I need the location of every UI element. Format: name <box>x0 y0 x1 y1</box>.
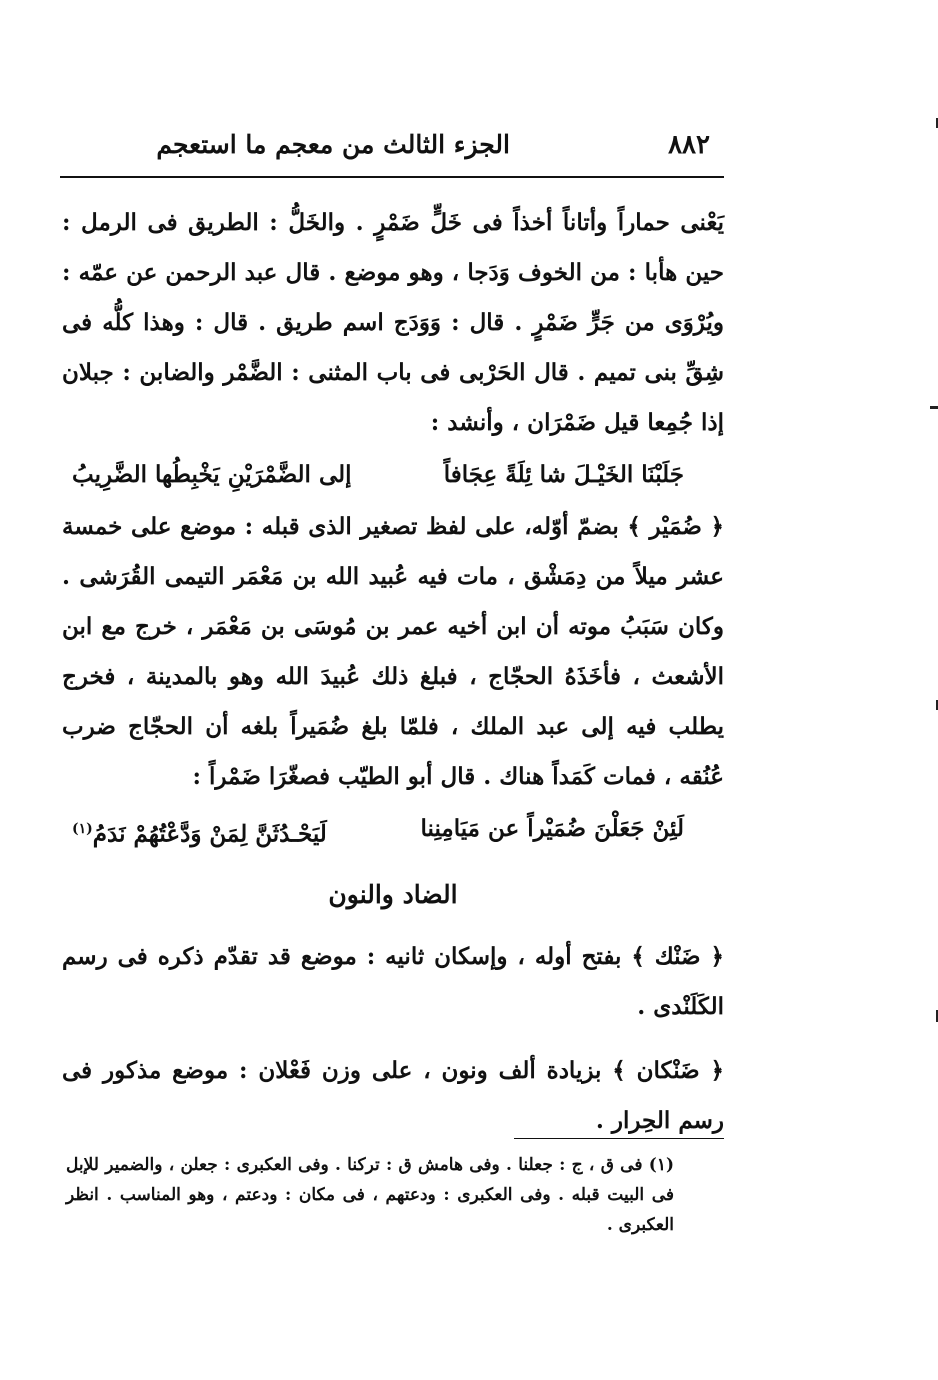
scan-edge-mark <box>930 406 938 409</box>
header-rule <box>60 176 724 178</box>
page-number: ٨٨٢ <box>668 130 710 160</box>
verse-text: لَيَحْـدُثَنَّ لِمَنْ وَدَّعْتُهُمْ نَدَمُ <box>92 820 327 848</box>
verse-line <box>62 802 724 862</box>
footnote-reference: (١) <box>72 821 93 837</box>
page-header <box>60 128 724 172</box>
paragraph: يَعْنى حماراً وأتاناً أخذاً فى خَلٍّ ضَمْرٍ . والخَلُّ : الطريق فى الرمل : حين هأبا : من الخوف وَدَجا ، وهو موضع . قال عبد الرحمن عن عمّه : ويُرْوَى من جَرٍّ ضَمْرٍ . قال : وَوَدَج اسم طريق . قال : وهذا كلُّه فى شِقِّ بنى تميم . قال الحَرْبى فى باب المثنى : الضَّمْر والضابن : جبلان إذا جُمِعا قيل ضَمْرَان ، وأنشد : <box>62 209 724 436</box>
entry-dumayr: ﴿ ضُمَيْر ﴾ بضمّ أوّله، على لفظ تصغير الذى قبله : موضع على خمسة عشر ميلاً من دِمَشْق ، مات فيه عُبيد الله بن مَعْمَر التيمى القُرَشى . وكان سَبَبُ موته أن ابن أخيه عمر بن مُوسَى بن مَعْمَر ، خرج مع ابن الأشعث ، فأخَذَهُ الحجّاج ، فبلغ ذلك عُبيدَ الله وهو بالمدينة ، فخرج يطلب فيه إلى عبد الملك ، فلمّا بلغ ضُمَيراً بلغه أن الحجّاج ضرب عُنُقه ، فمات كَمَداً هناك . قال أبو الطيّب فصغّرَا ضَمْراً : <box>62 513 724 790</box>
running-title: الجزء الثالث من معجم ما استعجم <box>156 130 510 159</box>
footnote-rule <box>514 1138 724 1139</box>
verse-first-hemistich: جَلَبْنَا الخَيْـلَ شا ئِلَةً عِجَافاً <box>443 461 684 488</box>
entry-dankan: ﴿ ضَنْكان ﴾ بزيادة ألف ونون ، على وزن فَعْلان : موضع مذكور فى رسم الحِرار . <box>62 1056 724 1134</box>
verse-line <box>62 448 724 502</box>
entry-dank: ﴿ ضَنْك ﴾ بفتح أوله ، وإسكان ثانيه : موضع قد تقدّم ذكره فى رسم الكَلَنْدى . <box>62 942 724 1020</box>
footnote: (١) فى ق ، ج : جعلنا . وفى هامش ق : تركنا . وفى العكبرى : جعلن ، والضمير للإبل فى البيت قبله . وفى العكبرى : ودعتهم ، فى مكان : ودعتم ، وهو المناسب . انظر العكبرى . <box>66 1155 674 1235</box>
main-text <box>62 198 724 1146</box>
verse-first-hemistich: لَئِنْ جَعَلْنَ ضُمَيْراً عن مَيَامِنِنا <box>420 815 684 842</box>
verse-second-hemistich: إلى الضَّمْرَيْنِ يَخْبِطُها الضَّرِيبُ <box>72 461 352 488</box>
section-heading: الضاد والنون <box>328 879 458 909</box>
verse-second-hemistich <box>72 802 327 862</box>
